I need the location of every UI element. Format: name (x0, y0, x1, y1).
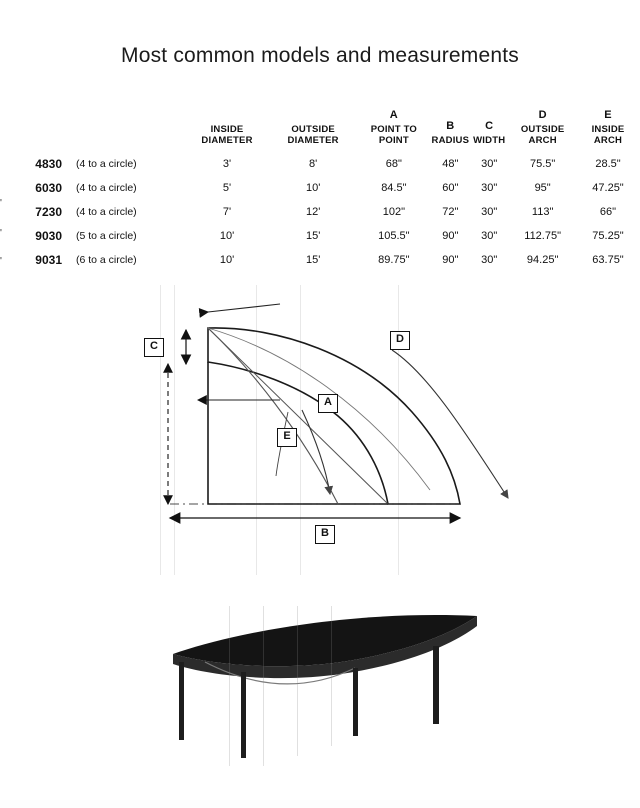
measurements-table-container (0, 110, 640, 272)
table-header-row (2, 110, 638, 152)
support-post (241, 672, 246, 758)
cell-outside-diameter: 10' (305, 182, 321, 194)
cell-outside-arch: 95" (534, 182, 551, 194)
cell-inside-arch: 75.25" (592, 230, 624, 242)
header-radius: B RADIUS (431, 120, 470, 146)
callout-a: A (318, 394, 338, 413)
cell-model: 6030 (35, 181, 62, 195)
header-model (2, 110, 72, 152)
canopy-measurement-diagram (130, 290, 550, 560)
callout-c: C (144, 338, 164, 357)
header-width: C WIDTH (473, 120, 506, 146)
cell-outside-arch: 75.5" (529, 158, 556, 170)
scan-artifact-mark: ' (0, 228, 2, 239)
cell-radius: 60" (442, 182, 459, 194)
canopy-outline (208, 328, 460, 504)
cell-inside-arch: 63.75" (592, 254, 624, 266)
leader-top (208, 304, 280, 312)
cell-model: 7230 (35, 205, 62, 219)
header-inside-diameter: INSIDE DIAMETER (201, 124, 253, 146)
cell-inside-diameter: 7' (222, 206, 232, 218)
header-inside-arch: E INSIDE ARCH (591, 109, 625, 146)
cell-radius: 90" (442, 254, 459, 266)
cell-outside-diameter: 15' (305, 230, 321, 242)
leader-d (392, 350, 508, 498)
diagram-svg (130, 290, 550, 560)
cell-width: 30" (481, 206, 498, 218)
header-outside-diameter: OUTSIDE DIAMETER (287, 124, 339, 146)
cell-note: (5 to a circle) (76, 230, 137, 242)
cell-note: (4 to a circle) (76, 206, 137, 218)
cell-radius: 72" (442, 206, 459, 218)
cell-note: (6 to a circle) (76, 254, 137, 266)
canopy-product-photo (145, 596, 495, 776)
cell-outside-diameter: 15' (305, 254, 321, 266)
cell-model: 4830 (35, 157, 62, 171)
cell-outside-arch: 113" (531, 206, 554, 218)
cell-outside-arch: 94.25" (526, 254, 559, 266)
cell-inside-arch: 47.25" (592, 182, 624, 194)
table-row (2, 176, 638, 200)
cell-width: 30" (481, 254, 498, 266)
header-outside-arch: D OUTSIDE ARCH (520, 109, 565, 146)
scan-artifact-mark: ' (0, 198, 2, 209)
callout-b: B (315, 525, 335, 544)
scan-artifact-mark: ' (0, 256, 2, 267)
cell-outside-diameter: 12' (305, 206, 321, 218)
header-note (72, 110, 186, 152)
callout-e: E (277, 428, 297, 447)
cell-width: 30" (481, 230, 498, 242)
point-to-point-line (208, 328, 388, 504)
cell-point-to-point: 68" (385, 158, 402, 170)
table-row (2, 152, 638, 176)
header-point-to-point: A POINT TO POINT (370, 109, 417, 146)
callout-d: D (390, 331, 410, 350)
cell-point-to-point: 84.5" (381, 182, 407, 194)
table-row (2, 248, 638, 272)
cell-inside-diameter: 3' (222, 158, 232, 170)
support-post (433, 646, 439, 724)
cell-inside-arch: 66" (599, 206, 617, 218)
canopy-inner-edge (208, 362, 388, 504)
cell-inside-diameter: 10' (219, 254, 235, 266)
cell-note: (4 to a circle) (76, 158, 137, 170)
cell-point-to-point: 89.75" (378, 254, 410, 266)
cell-outside-diameter: 8' (309, 158, 318, 170)
support-post (353, 668, 358, 736)
cell-inside-arch: 28.5" (595, 158, 621, 170)
cell-width: 30" (481, 182, 498, 194)
cell-note: (4 to a circle) (76, 182, 137, 194)
photo-svg (145, 596, 495, 776)
table-row (2, 200, 638, 224)
cell-inside-diameter: 10' (219, 230, 235, 242)
support-post (179, 662, 184, 740)
page-title: Most common models and measurements (121, 44, 519, 67)
cell-model: 9030 (35, 229, 62, 243)
page-bottom-edge (0, 800, 640, 808)
cell-width: 30" (481, 158, 498, 170)
cell-radius: 90" (442, 230, 459, 242)
cell-point-to-point: 102" (382, 206, 405, 218)
cell-model: 9031 (35, 253, 62, 267)
cell-outside-arch: 112.75" (524, 230, 561, 242)
cell-radius: 48" (442, 158, 459, 170)
cell-point-to-point: 105.5" (378, 230, 410, 242)
measurements-table (2, 110, 638, 272)
table-row (2, 224, 638, 248)
cell-inside-diameter: 5' (222, 182, 232, 194)
